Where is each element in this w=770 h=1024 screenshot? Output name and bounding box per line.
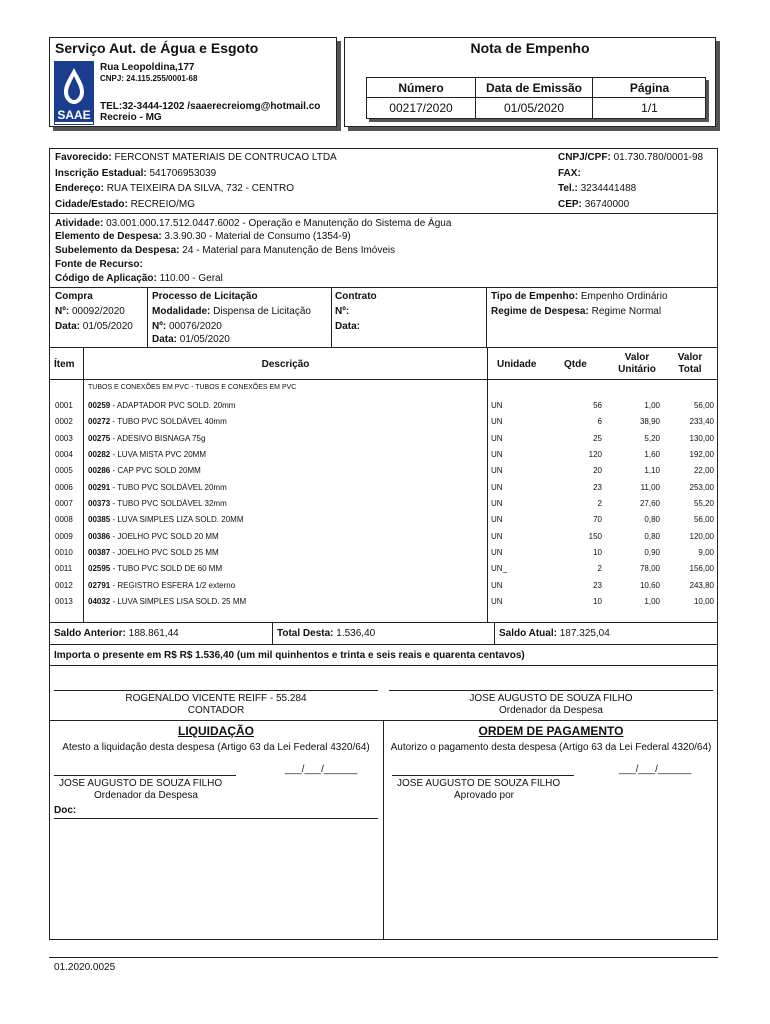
- group-header: TUBOS E CONEXÕES EM PVC - TUBOS E CONEXÕES EM PVC: [88, 384, 297, 391]
- row-qtde: 20: [593, 466, 602, 475]
- row-description: [88, 482, 227, 494]
- row-unit: 1,10: [644, 466, 660, 475]
- row-desc-text: - REGISTRO ESFERA 1/2 externo: [110, 581, 236, 590]
- row-code: 02791: [88, 581, 111, 590]
- liquidacao-title: LIQUIDAÇÃO: [178, 724, 254, 738]
- modalidade: Modalidade: Dispensa de Licitação: [152, 306, 311, 317]
- row-total: 192,00: [689, 450, 714, 459]
- liq-date: ___/___/______: [285, 764, 358, 775]
- row-total: 120,00: [689, 532, 714, 541]
- row-code: 00386: [88, 532, 111, 541]
- subelemento: Subelemento da Despesa: 24 - Material para Manutenção de Bens Imóveis: [55, 245, 396, 256]
- col-qtde: Qtde: [564, 359, 587, 370]
- issuer-city: Recreio - MG: [100, 112, 162, 123]
- fax: FAX:: [558, 168, 581, 179]
- lic-num: Nº: 00076/2020: [152, 321, 222, 332]
- col-unit-1: Valor: [624, 352, 650, 363]
- ord-name: JOSE AUGUSTO DE SOUZA FILHO: [397, 778, 561, 789]
- row-item: 0005: [55, 466, 73, 475]
- pagina-label: Página: [629, 81, 670, 95]
- row-code: 02595: [88, 564, 111, 573]
- row-desc-text: - CAP PVC SOLD 20MM: [110, 466, 201, 475]
- row-qtde: 10: [593, 597, 602, 606]
- row-total: 130,00: [689, 434, 714, 443]
- row-code: 04032: [88, 597, 111, 606]
- contrato-data: Data:: [335, 321, 361, 332]
- row-unid: UN: [491, 417, 503, 426]
- row-total: 156,00: [689, 564, 714, 573]
- col-total-2: Total: [678, 364, 702, 375]
- row-description: [88, 449, 206, 461]
- row-qtde: 120: [588, 450, 602, 459]
- row-desc-text: - LUVA SIMPLES LISA SOLD. 25 MM: [110, 597, 247, 606]
- row-item: 0013: [55, 597, 73, 606]
- row-qtde: 2: [597, 499, 602, 508]
- row-total: 9,00: [698, 548, 714, 557]
- saldo-anterior: Saldo Anterior: 188.861,44: [54, 628, 179, 639]
- row-code: 00373: [88, 499, 111, 508]
- row-code: 00286: [88, 466, 111, 475]
- row-item: 0004: [55, 450, 73, 459]
- fonte: Fonte de Recurso:: [55, 259, 143, 270]
- row-unid: UN: [491, 466, 503, 475]
- row-description: [88, 416, 227, 428]
- row-unit: 11,00: [640, 483, 660, 492]
- row-desc-text: - TUBO PVC SOLDÁVEL 20mm: [110, 483, 227, 492]
- row-unid: UN: [491, 499, 503, 508]
- row-unid: UN_: [491, 564, 508, 573]
- row-unit: 1,00: [644, 401, 660, 410]
- nota-title: Nota de Empenho: [470, 40, 590, 56]
- row-description: [88, 563, 222, 575]
- contrato-num: Nº:: [335, 306, 350, 317]
- row-total: 55,20: [693, 499, 714, 508]
- row-unid: UN: [491, 483, 503, 492]
- issuer-address: Rua Leopoldina,177: [100, 62, 195, 73]
- row-unid: UN: [491, 597, 503, 606]
- row-desc-text: - JOELHO PVC SOLD 20 MM: [110, 532, 219, 541]
- row-description: [88, 433, 205, 445]
- row-total: 22,00: [693, 466, 714, 475]
- row-description: [88, 514, 243, 526]
- row-total: 56,00: [693, 515, 714, 524]
- footer-code: 01.2020.0025: [54, 962, 116, 973]
- col-desc: Descrição: [261, 359, 310, 370]
- sig2-name: JOSE AUGUSTO DE SOUZA FILHO: [469, 693, 633, 704]
- row-desc-text: - LUVA SIMPLES LIZA SOLD. 20MM: [110, 515, 244, 524]
- row-desc-text: - LUVA MISTA PVC 20MM: [110, 450, 206, 459]
- inscricao: Inscrição Estadual: 541706953039: [55, 168, 217, 179]
- row-desc-text: - TUBO PVC SOLDÁVEL 40mm: [110, 417, 227, 426]
- row-item: 0011: [55, 564, 73, 573]
- row-code: 00385: [88, 515, 111, 524]
- row-code: 00387: [88, 548, 111, 557]
- cnpj-cpf: CNPJ/CPF: 01.730.780/0001-98: [558, 152, 704, 163]
- row-total: 253,00: [689, 483, 714, 492]
- numero-label: Número: [398, 81, 444, 95]
- row-description: [88, 400, 235, 412]
- elemento: Elemento de Despesa: 3.3.90.30 - Material de Consumo (1354-9): [55, 231, 351, 242]
- row-unid: UN: [491, 450, 503, 459]
- ordem-title: ORDEM DE PAGAMENTO: [478, 724, 624, 738]
- col-unit-2: Unitário: [618, 364, 656, 375]
- row-qtde: 150: [588, 532, 602, 541]
- col-unid: Unidade: [497, 359, 537, 370]
- row-qtde: 23: [593, 581, 602, 590]
- row-unit: 0,90: [644, 548, 660, 557]
- row-total: 56,00: [693, 401, 714, 410]
- liq-role: Ordenador da Despesa: [94, 790, 198, 801]
- cidade: Cidade/Estado: RECREIO/MG: [55, 199, 196, 210]
- logo-text: SAAE: [55, 108, 93, 122]
- regime-despesa: Regime de Despesa: Regime Normal: [491, 306, 662, 317]
- issuer-cnpj: CNPJ: 24.115.255/0001-68: [100, 74, 198, 83]
- compra-label: Compra: [55, 291, 93, 302]
- row-total: 243,80: [689, 581, 714, 590]
- row-total: 233,40: [689, 417, 714, 426]
- row-description: [88, 580, 235, 592]
- row-unit: 1,00: [644, 597, 660, 606]
- numero-value: 00217/2020: [389, 101, 453, 115]
- row-unid: UN: [491, 581, 503, 590]
- row-unit: 1,60: [644, 450, 660, 459]
- saldo-atual: Saldo Atual: 187.325,04: [499, 628, 610, 639]
- row-item: 0010: [55, 548, 73, 557]
- row-description: [88, 547, 219, 559]
- liquidacao-text: Atesto a liquidação desta despesa (Artigo 63 da Lei Federal 4320/64): [62, 742, 370, 753]
- atividade: Atividade: 03.001.000.17.512.0447.6002 - Operação e Manutenção do Sistema de Água: [55, 218, 452, 229]
- row-qtde: 10: [593, 548, 602, 557]
- row-description: [88, 465, 201, 477]
- row-code: 00272: [88, 417, 111, 426]
- row-unit: 0,80: [644, 515, 660, 524]
- sig2-role: Ordenador da Despesa: [499, 705, 603, 716]
- compra-data: Data: 01/05/2020: [55, 321, 133, 332]
- col-item: Ítem: [54, 359, 75, 370]
- sig1-role: CONTADOR: [187, 705, 245, 716]
- row-unid: UN: [491, 515, 503, 524]
- row-desc-text: - ADESIVO BISNAGA 75g: [110, 434, 206, 443]
- total-desta: Total Desta: 1.536,40: [277, 628, 376, 639]
- ord-role: Aprovado por: [453, 790, 515, 801]
- row-desc-text: - TUBO PVC SOLD DE 60 MM: [110, 564, 223, 573]
- data-value: 01/05/2020: [503, 101, 565, 115]
- row-code: 00282: [88, 450, 111, 459]
- row-qtde: 23: [593, 483, 602, 492]
- row-qtde: 25: [593, 434, 602, 443]
- ordem-text: Autorizo o pagamento desta despesa (Artigo 63 da Lei Federal 4320/64): [390, 742, 712, 753]
- row-desc-text: - JOELHO PVC SOLD 25 MM: [110, 548, 219, 557]
- col-total-1: Valor: [677, 352, 703, 363]
- row-unid: UN: [491, 532, 503, 541]
- row-item: 0007: [55, 499, 73, 508]
- row-item: 0008: [55, 515, 73, 524]
- row-item: 0009: [55, 532, 73, 541]
- doc-label: Doc:: [54, 805, 77, 816]
- row-unit: 5,20: [644, 434, 660, 443]
- row-unit: 10,60: [639, 581, 660, 590]
- ord-date: ___/___/______: [619, 764, 692, 775]
- importa-text: Importa o presente em R$ R$ 1.536,40 (um mil quinhentos e trinta e seis reais e quarenta centavos): [54, 650, 525, 661]
- row-unid: UN: [491, 548, 503, 557]
- row-qtde: 2: [597, 564, 602, 573]
- row-qtde: 70: [593, 515, 602, 524]
- endereco: Endereço: RUA TEIXEIRA DA SILVA, 732 - CENTRO: [55, 183, 294, 194]
- cep: CEP: 36740000: [558, 199, 630, 210]
- row-unit: 27,60: [639, 499, 660, 508]
- favorecido: Favorecido: FERCONST MATERIAIS DE CONTRUCAO LTDA: [55, 152, 337, 163]
- row-item: 0003: [55, 434, 73, 443]
- row-item: 0002: [55, 417, 73, 426]
- row-unit: 38,90: [639, 417, 660, 426]
- row-code: 00291: [88, 483, 111, 492]
- row-description: [88, 531, 219, 543]
- row-description: [88, 498, 227, 510]
- compra-num: Nº: 00092/2020: [55, 306, 125, 317]
- row-unit: 78,00: [639, 564, 660, 573]
- lic-data: Data: 01/05/2020: [152, 334, 230, 345]
- row-item: 0001: [55, 401, 73, 410]
- pagina-value: 1/1: [641, 101, 658, 115]
- issuer-name: Serviço Aut. de Água e Esgoto: [55, 40, 259, 56]
- tel: Tel.: 3234441488: [558, 183, 637, 194]
- row-qtde: 56: [593, 401, 602, 410]
- row-item: 0006: [55, 483, 73, 492]
- row-item: 0012: [55, 581, 73, 590]
- licitacao-label: Processo de Licitação: [152, 291, 258, 302]
- row-unid: UN: [491, 401, 503, 410]
- contrato-label: Contrato: [335, 291, 377, 302]
- row-code: 00275: [88, 434, 111, 443]
- liq-name: JOSE AUGUSTO DE SOUZA FILHO: [59, 778, 223, 789]
- sig1-name: ROGENALDO VICENTE REIFF - 55.284: [125, 693, 307, 704]
- row-qtde: 6: [597, 417, 602, 426]
- tipo-empenho: Tipo de Empenho: Empenho Ordinário: [491, 291, 668, 302]
- row-total: 10,00: [693, 597, 714, 606]
- row-description: [88, 596, 246, 608]
- row-desc-text: - TUBO PVC SOLDÁVEL 32mm: [110, 499, 227, 508]
- row-unit: 0,80: [644, 532, 660, 541]
- data-label: Data de Emissão: [485, 81, 583, 95]
- row-code: 00259: [88, 401, 111, 410]
- issuer-contact: TEL:32-3444-1202 /saaerecreiomg@hotmail.co: [100, 101, 321, 112]
- codigo-aplicacao: Código de Aplicação: 110.00 - Geral: [55, 273, 223, 284]
- row-desc-text: - ADAPTADOR PVC SOLD. 20mm: [110, 401, 236, 410]
- row-unid: UN: [491, 434, 503, 443]
